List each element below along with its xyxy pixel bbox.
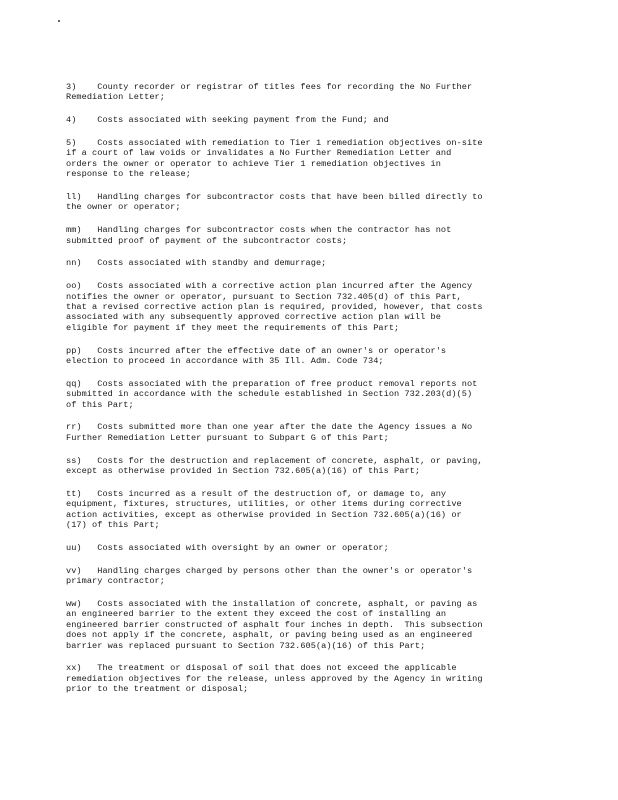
paragraph-pp: pp) Costs incurred after the effective date of an owner's or operator's election to proceed in accordance with 35 Ill. Adm. Code 734; — [66, 345, 447, 367]
paragraph-uu: uu) Costs associated with oversight by an owner or operator; — [66, 542, 389, 553]
paragraph-tt: tt) Costs incurred as a result of the destruction of, or damage to, any equipment, fixtures, structures, utilities, or other items during corrective action activities, except as otherwise provided in Section 732.605(a)(16) or (17) of this Part; — [66, 488, 462, 531]
paragraph-oo: oo) Costs associated with a corrective action plan incurred after the Agency notifies the owner or operator, pursuant to Section 732.405(d) of this Part, that a revised corrective action plan is required, provided, however, that costs associated with any subsequently approved corrective action plan will be eligible for payment if they meet the requirements of this Part; — [66, 281, 483, 333]
paragraph-5: 5) Costs associated with remediation to Tier 1 remediation objectives on-site if a court of law voids or invalidates a No Further Remediation Letter and orders the owner or operator to achieve Tier 1 remediation objectives in response to the release; — [66, 138, 483, 180]
paragraph-4: 4) Costs associated with seeking payment from the Fund; and — [66, 115, 389, 126]
paragraph-ll: ll) Handling charges for subcontractor costs that have been billed directly to the owner or operator; — [66, 192, 483, 213]
paragraph-vv: vv) Handling charges charged by persons other than the owner's or operator's primary contractor; — [66, 565, 473, 587]
paragraph-mm: mm) Handling charges for subcontractor costs when the contractor has not submitted proof of payment of the subcontractor costs; — [66, 225, 452, 246]
document-body — [66, 82, 566, 707]
paragraph-rr: rr) Costs submitted more than one year after the date the Agency issues a No Further Remediation Letter pursuant to Subpart G of this Part; — [66, 422, 473, 443]
paragraph-xx: xx) The treatment or disposal of soil that does not exceed the applicable remediation objectives for the release, unless approved by the Agency in writing prior to the treatment or disposal; — [66, 663, 483, 695]
paragraph-3: 3) County recorder or registrar of titles fees for recording the No Further Remediation Letter; — [66, 82, 473, 103]
paragraph-ss: ss) Costs for the destruction and replacement of concrete, asphalt, or paving, except as otherwise provided in Section 732.605(a)(16) of this Part; — [66, 455, 483, 477]
scan-speck — [58, 20, 60, 22]
paragraph-ww: ww) Costs associated with the installation of concrete, asphalt, or paving as an engineered barrier to the extent they exceed the cost of installing an engineered barrier constructed of asphalt four inches in depth. This subsection does not apply if the concrete, asphalt, or paving being used as an engineered barrier was replaced pursuant to Section 732.605(a)(16) of this Part; — [66, 598, 483, 651]
paragraph-qq: qq) Costs associated with the preparation of free product removal reports not submitted in accordance with the schedule established in Section 732.203(d)(5) of this Part; — [66, 378, 478, 410]
paragraph-nn: nn) Costs associated with standby and demurrage; — [66, 258, 327, 269]
